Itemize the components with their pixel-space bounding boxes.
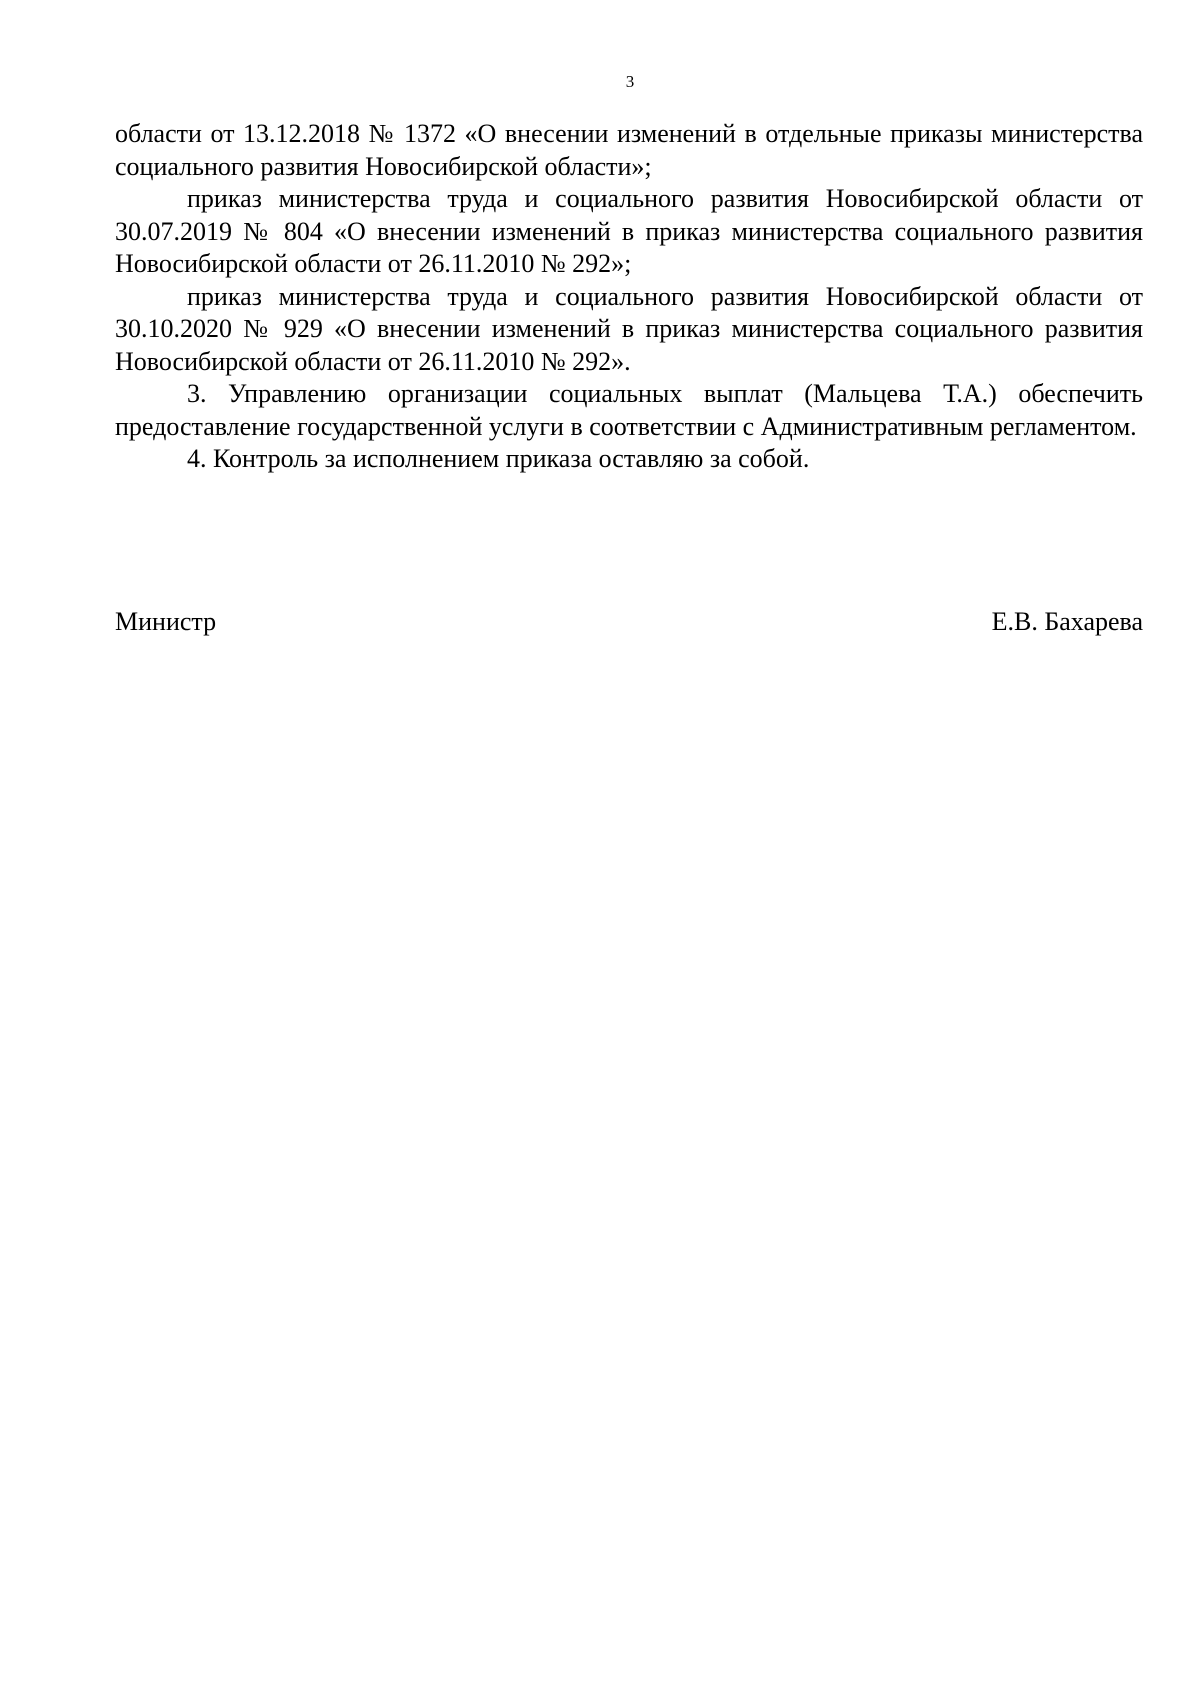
paragraph-order-804: приказ министерства труда и социального развития Новосибирской области от 30.07.2019 № 804 «О внесении изменений в приказ министерства социального развития Новосибирской области от 26.11.2010 № 292»; xyxy=(115,184,1143,278)
page-number: 3 xyxy=(625,72,635,91)
paragraph-item-3: 3. Управлению организации социальных выплат (Мальцева Т.А.) обеспечить предоставление государственной услуги в соответствии с Административным регламентом. xyxy=(115,379,1143,441)
signatory-position: Министр xyxy=(115,607,217,636)
paragraph-item-4: 4. Контроль за исполнением приказа оставляю за собой. xyxy=(187,444,810,473)
paragraph-continuation: области от 13.12.2018 № 1372 «О внесении изменений в отдельные приказы министерства социального развития Новосибирской области»; xyxy=(115,119,1143,181)
signature-block xyxy=(115,606,1143,638)
document-body xyxy=(115,118,1143,476)
paragraph-order-929: приказ министерства труда и социального развития Новосибирской области от 30.10.2020 № 929 «О внесении изменений в приказ министерства социального развития Новосибирской области от 26.11.2010 № 292». xyxy=(115,281,1143,376)
signatory-name: Е.В. Бахарева xyxy=(991,607,1143,636)
